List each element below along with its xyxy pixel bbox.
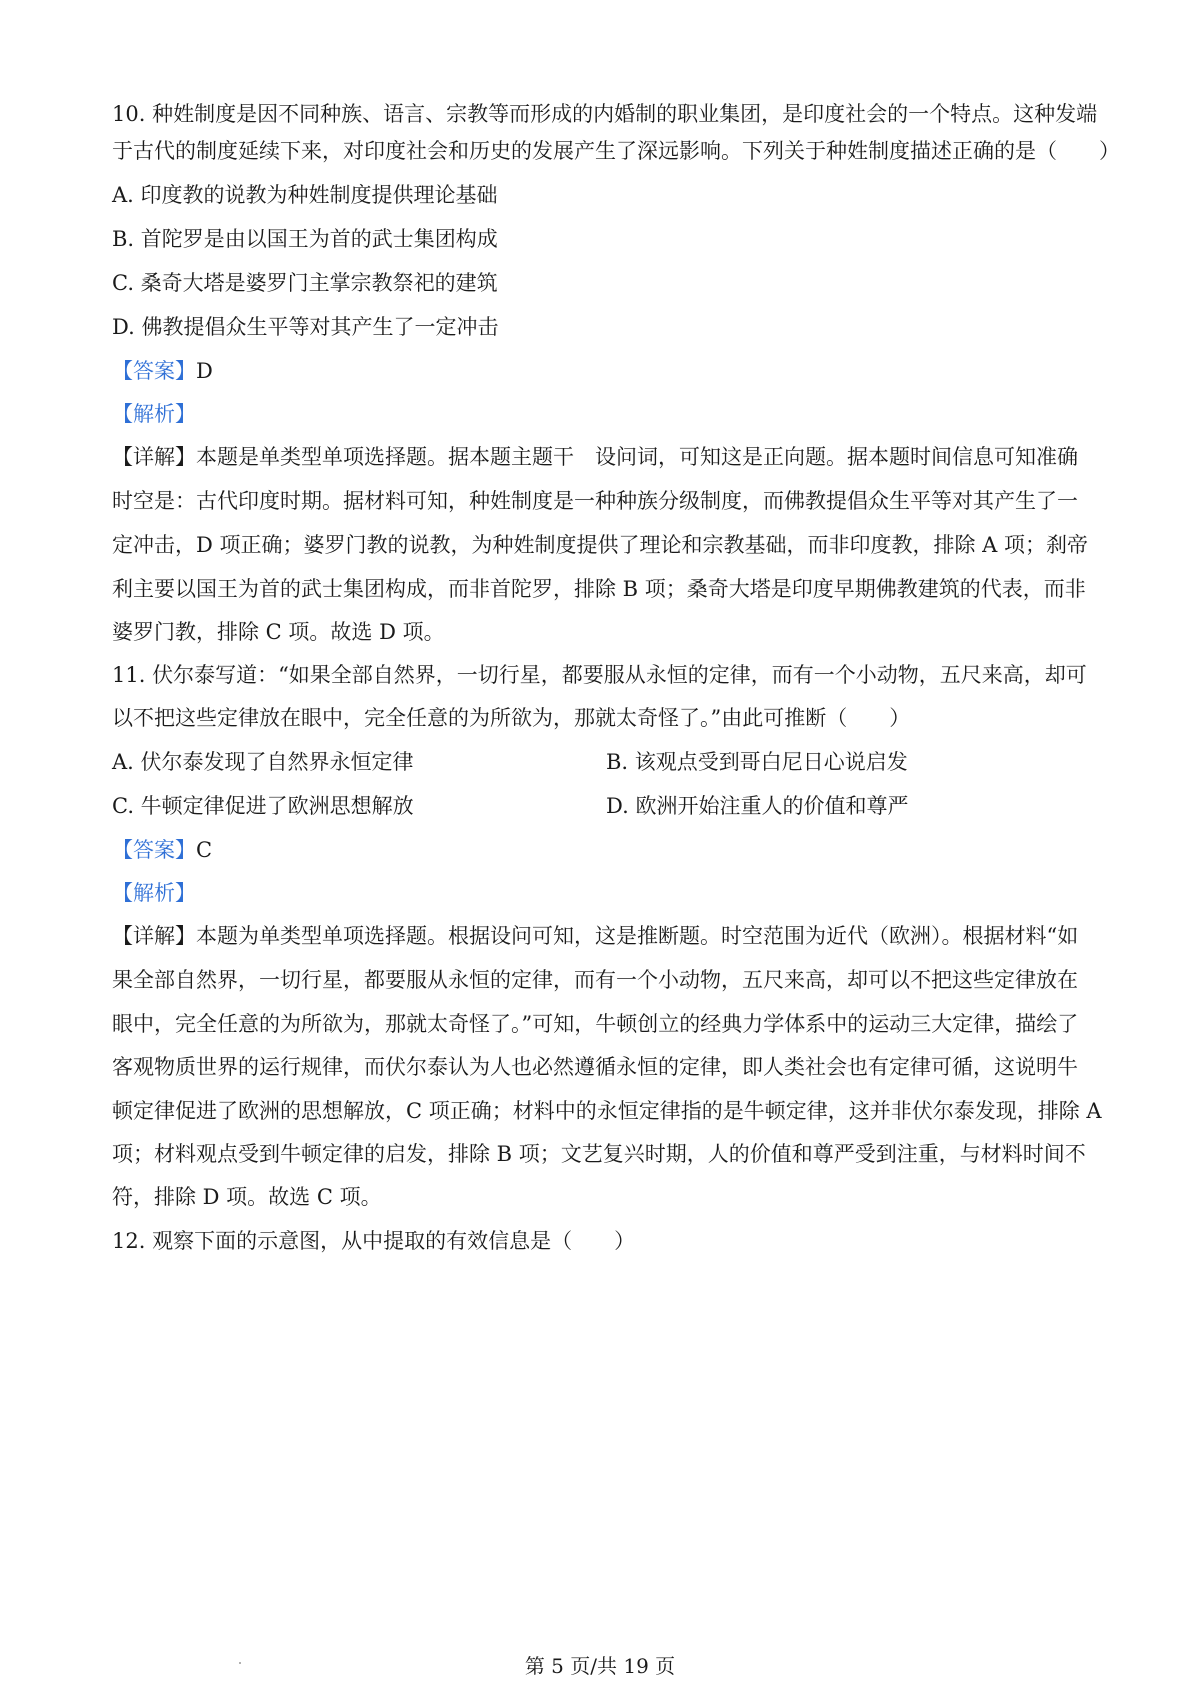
q10-answer-value: D: [196, 359, 213, 383]
q11-option-c: C. 牛顿定律促进了欧洲思想解放: [112, 794, 414, 818]
q11-detail-text-1: 本题为单类型单项选择题。根据设问可知，这是推断题。时空范围为近代（欧洲）。根据材料“如: [196, 924, 1079, 948]
q10-answer-tag: 【答案】: [112, 359, 196, 383]
q10-analysis-tag: 【解析】: [112, 402, 196, 426]
q10-answer: [112, 356, 213, 386]
q10-option-a: A. 印度教的说教为种姓制度提供理论基础: [112, 183, 498, 207]
q11-option-b: B. 该观点受到哥白尼日心说启发: [606, 750, 908, 774]
q11-detail-line-6: 项；材料观点受到牛顿定律的启发，排除 B 项；文艺复兴时期，人的价值和尊严受到注重，与材料时间不: [112, 1142, 1086, 1166]
q11-detail-line-4: 客观物质世界的运行规律，而伏尔泰认为人也必然遵循永恒的定律，即人类社会也有定律可循，这说明牛: [112, 1055, 1078, 1079]
q10-stem-line-2: 于古代的制度延续下来，对印度社会和历史的发展产生了深远影响。下列关于种姓制度描述正确的是（ ）: [112, 139, 1120, 163]
q11-detail-line-5: 顿定律促进了欧洲的思想解放，C 项正确；材料中的永恒定律指的是牛顿定律，这并非伏尔泰发现，排除 A: [112, 1099, 1102, 1123]
q11-option-d: D. 欧洲开始注重人的价值和尊严: [606, 794, 909, 818]
q11-detail-line-3: 眼中，完全任意的为所欲为，那就太奇怪了。”可知，牛顿创立的经典力学体系中的运动三大定律，描绘了: [112, 1012, 1079, 1036]
page-number: 第 5 页/共 19 页: [524, 1654, 676, 1678]
q11-detail-line-7: 符，排除 D 项。故选 C 项。: [112, 1185, 382, 1209]
q10-option-d: D. 佛教提倡众生平等对其产生了一定冲击: [112, 315, 499, 339]
q10-detail-line-2: 时空是：古代印度时期。据材料可知，种姓制度是一种种族分级制度，而佛教提倡众生平等对其产生了一: [112, 489, 1078, 513]
q10-detail-text-1: 本题是单类型单项选择题。据本题主题干 设问词，可知这是正向题。据本题时间信息可知准确: [196, 445, 1078, 469]
q10-detail-tag: 【详解】: [112, 445, 196, 469]
q10-detail-line-5: 婆罗门教，排除 C 项。故选 D 项。: [112, 620, 445, 644]
q10-stem-line-1: 10. 种姓制度是因不同种族、语言、宗教等而形成的内婚制的职业集团，是印度社会的一个特点。这种发端: [112, 102, 1098, 126]
q11-answer-value: C: [196, 838, 213, 862]
q10-detail-line-4: 利主要以国王为首的武士集团构成，而非首陀罗，排除 B 项；桑奇大塔是印度早期佛教建筑的代表，而非: [112, 577, 1086, 601]
q11-answer: [112, 835, 212, 865]
q11-stem-line-2: 以不把这些定律放在眼中，完全任意的为所欲为，那就太奇怪了。”由此可推断（ ）: [112, 706, 911, 730]
q10-option-b: B. 首陀罗是由以国王为首的武士集团构成: [112, 227, 498, 251]
q10-option-c: C. 桑奇大塔是婆罗门主掌宗教祭祀的建筑: [112, 271, 498, 295]
q11-analysis-tag: 【解析】: [112, 881, 196, 905]
q12-stem-line-1: 12. 观察下面的示意图，从中提取的有效信息是（ ）: [112, 1229, 636, 1253]
q10-detail-line-3: 定冲击，D 项正确；婆罗门教的说教，为种姓制度提供了理论和宗教基础，而非印度教，排除 A 项；刹帝: [112, 533, 1089, 557]
q10-detail-line-1: [112, 442, 1078, 472]
q11-option-a: A. 伏尔泰发现了自然界永恒定律: [112, 750, 414, 774]
q11-detail-line-1: [112, 921, 1078, 951]
q11-stem-line-1: 11. 伏尔泰写道：“如果全部自然界，一切行星，都要服从永恒的定律，而有一个小动物，五尺来高，却可: [112, 663, 1087, 687]
q11-detail-tag: 【详解】: [112, 924, 196, 948]
q11-detail-line-2: 果全部自然界，一切行星，都要服从永恒的定律，而有一个小动物，五尺来高，却可以不把这些定律放在: [112, 968, 1078, 992]
q11-answer-tag: 【答案】: [112, 838, 196, 862]
